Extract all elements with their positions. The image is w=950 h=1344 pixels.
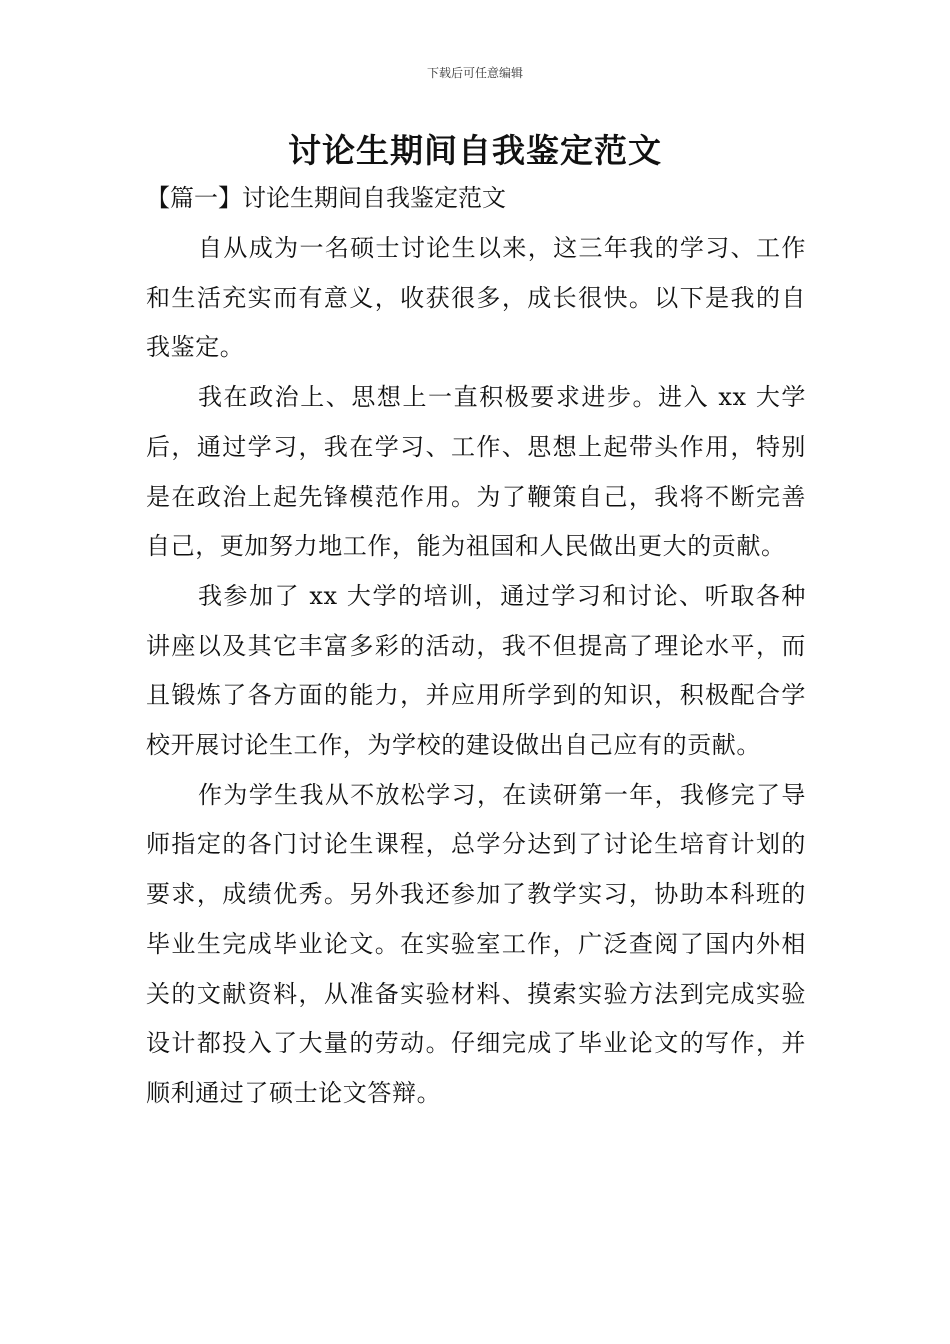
document-title: 讨论生期间自我鉴定范文: [288, 131, 662, 170]
paragraph: 我参加了 xx 大学的培训，通过学习和讨论、听取各种讲座以及其它丰富多彩的活动，我不但提高了理论水平，而且锻炼了各方面的能力，并应用所学到的知识，积极配合学校开展讨论生工作，为学校的建设做出自己应有的贡献。: [146, 581, 806, 760]
paragraph: 我在政治上、思想上一直积极要求进步。进入 xx 大学后，通过学习，我在学习、工作、思想上起带头作用，特别是在政治上起先锋模范作用。为了鞭策自己，我将不断完善自己，更加努力地工作，能为祖国和人民做出更大的贡献。: [146, 383, 806, 561]
paragraph: 作为学生我从不放松学习，在读研第一年，我修完了导师指定的各门讨论生课程，总学分达到了讨论生培育计划的要求，成绩优秀。另外我还参加了教学实习，协助本科班的毕业生完成毕业论文。在实验室工作，广泛查阅了国内外相关的文献资料，从准备实验材料、摸索实验方法到完成实验设计都投入了大量的劳动。仔细完成了毕业论文的写作，并顺利通过了硕士论文答辩。: [146, 780, 806, 1107]
header-note: 下载后可任意编辑: [426, 66, 523, 80]
section-heading: 【篇一】讨论生期间自我鉴定范文: [146, 184, 506, 212]
document-body: [146, 224, 806, 1119]
paragraph: 自从成为一名硕士讨论生以来，这三年我的学习、工作和生活充实而有意义，收获很多，成长很快。以下是我的自我鉴定。: [146, 234, 806, 362]
